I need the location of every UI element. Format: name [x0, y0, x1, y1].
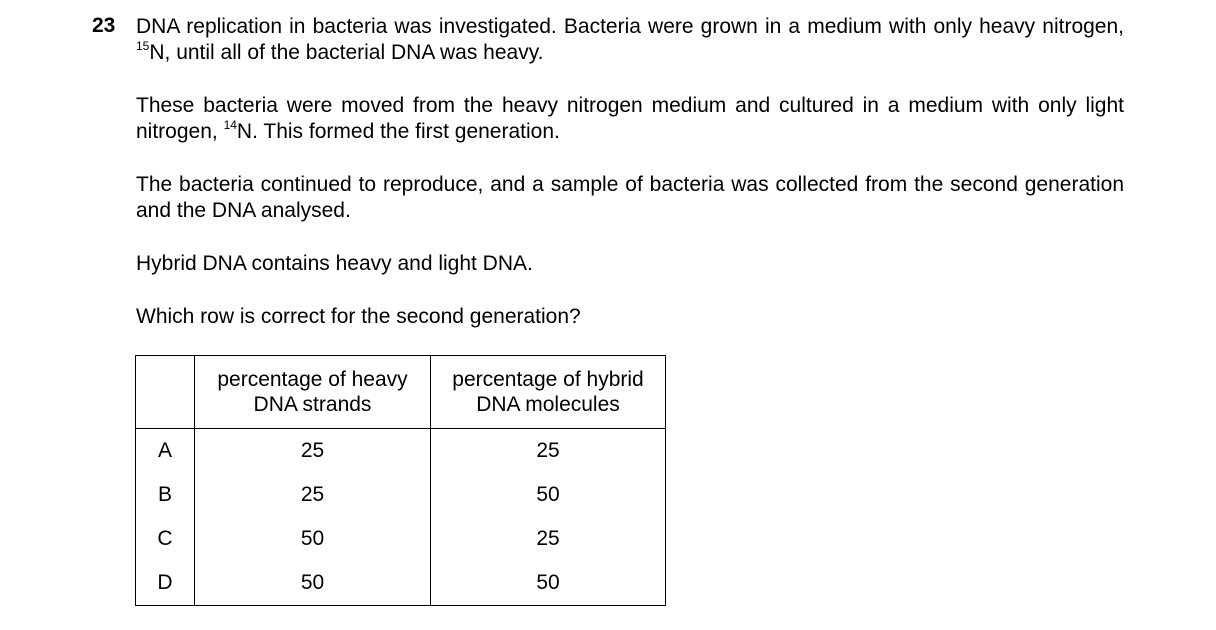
table-row	[136, 561, 666, 606]
header-heavy-strands	[195, 356, 431, 429]
question-paragraph-3: The bacteria continued to reproduce, and a sample of bacteria was collected from the second generation and the DNA analysed.	[136, 173, 1124, 222]
header-hybrid-line-1: percentage of hybrid	[452, 368, 644, 391]
row-letter: B	[136, 473, 195, 517]
table-header-row	[136, 356, 666, 429]
isotope-superscript-15: 15	[136, 39, 150, 53]
table-row	[136, 517, 666, 561]
header-letter-cell	[136, 356, 195, 429]
question-prompt: Which row is correct for the second generation?	[136, 305, 581, 328]
row-heavy-value: 50	[195, 517, 431, 561]
table-row	[136, 473, 666, 517]
row-letter: C	[136, 517, 195, 561]
question-paragraph-1	[136, 14, 1124, 66]
header-hybrid-molecules	[431, 356, 666, 429]
row-letter: D	[136, 561, 195, 606]
row-hybrid-value: 25	[431, 517, 666, 561]
question-paragraph-4: Hybrid DNA contains heavy and light DNA.	[136, 252, 533, 275]
isotope-superscript-14: 14	[223, 118, 237, 132]
paragraph-1-text-b: N, until all of the bacterial DNA was heavy.	[149, 41, 544, 64]
row-hybrid-value: 50	[431, 473, 666, 517]
table-row	[136, 429, 666, 474]
header-heavy-line-2: DNA strands	[253, 393, 372, 416]
paragraph-1-text-a: DNA replication in bacteria was investigated. Bacteria were grown in a medium with only heavy nitrogen,	[136, 15, 1124, 38]
row-hybrid-value: 50	[431, 561, 666, 606]
header-hybrid-line-2: DNA molecules	[476, 393, 620, 416]
paragraph-2-text-a: These bacteria were moved from the heavy nitrogen medium and cultured in a medium with only light nitrogen,	[136, 94, 1124, 143]
answer-table	[135, 355, 666, 606]
row-heavy-value: 25	[195, 429, 431, 474]
row-letter: A	[136, 429, 195, 474]
question-paragraph-2	[136, 93, 1124, 145]
paragraph-2-text-b: N. This formed the first generation.	[236, 120, 560, 143]
row-hybrid-value: 25	[431, 429, 666, 474]
row-heavy-value: 25	[195, 473, 431, 517]
question-number: 23	[92, 14, 116, 37]
header-heavy-line-1: percentage of heavy	[217, 368, 408, 391]
row-heavy-value: 50	[195, 561, 431, 606]
